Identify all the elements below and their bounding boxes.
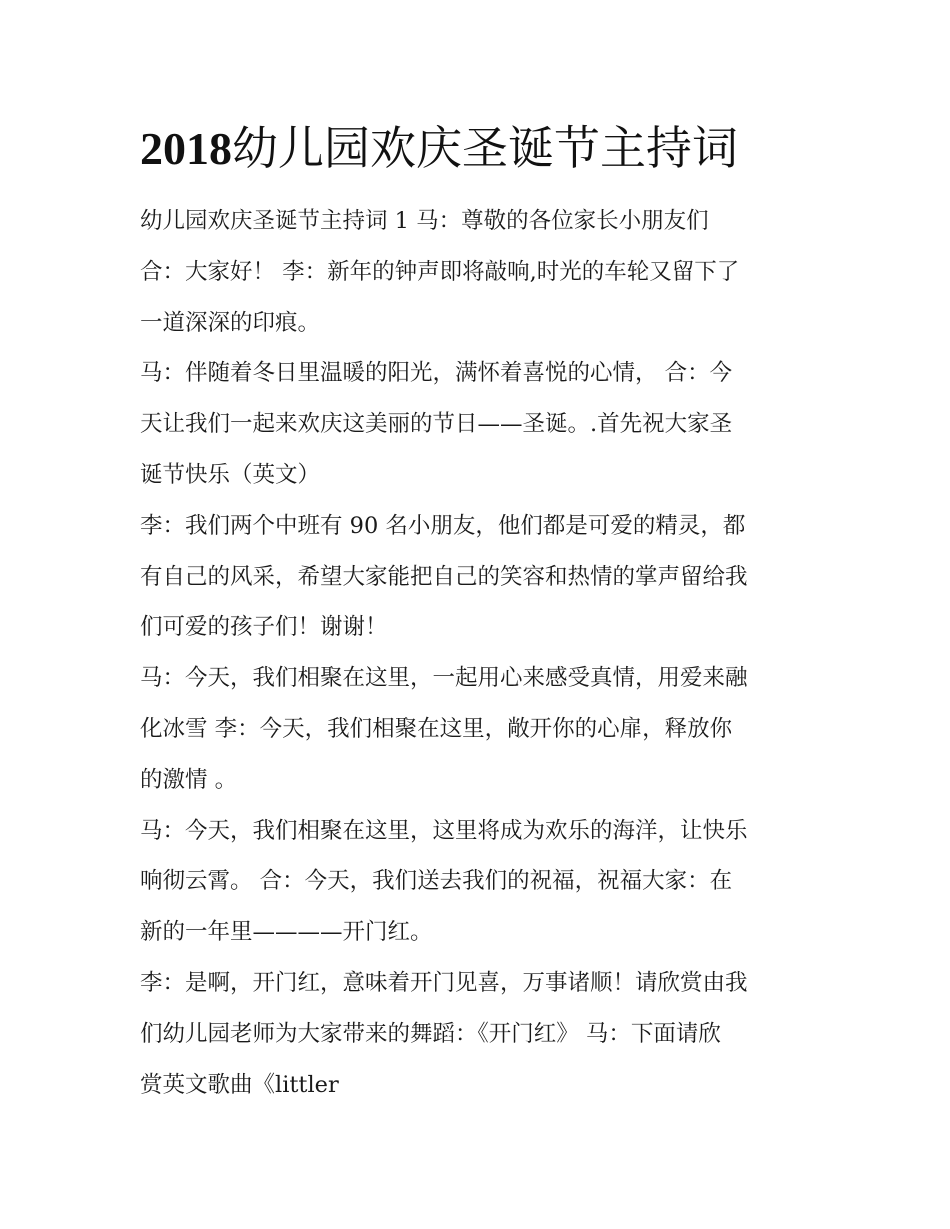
- text-line: 幼儿园欢庆圣诞节主持词 1 马：尊敬的各位家长小朋友们: [140, 208, 709, 234]
- text-line: 新的一年里————开门红。: [140, 919, 433, 946]
- text-line: 们幼儿园老师为大家带来的舞蹈：《开门红》 马：下面请欣: [140, 1020, 721, 1047]
- document-title: [140, 116, 840, 181]
- title-text: 幼儿园欢庆圣诞节主持词: [232, 121, 738, 175]
- text-line: 诞节快乐（英文）: [140, 461, 321, 488]
- text-line: 马：今天，我们相聚在这里，一起用心来感受真情，用爱来融: [140, 665, 748, 692]
- text-line: 一道深深的印痕。: [140, 309, 321, 336]
- title-year: 2018: [140, 123, 232, 174]
- text-line: 李：是啊，开门红，意味着开门见喜，万事诸顺！请欣赏由我: [140, 969, 748, 996]
- text-line: 马：今天，我们相聚在这里，这里将成为欢乐的海洋，让快乐: [140, 817, 748, 844]
- text-line: 李：我们两个中班有 90 名小朋友，他们都是可爱的精灵，都: [140, 512, 746, 539]
- text-line: 天让我们一起来欢庆这美丽的节日——圣诞。.首先祝大家圣: [140, 411, 733, 438]
- text-line: 合：大家好！ 李：新年的钟声即将敲响,时光的车轮又留下了: [140, 258, 740, 285]
- text-line: 赏英文歌曲《littler: [140, 1071, 339, 1098]
- document-body: [140, 196, 830, 1110]
- text-line: 马：伴随着冬日里温暖的阳光，满怀着喜悦的心情， 合：今: [140, 360, 733, 387]
- text-line: 有自己的风采，希望大家能把自己的笑容和热情的掌声留给我: [140, 563, 748, 590]
- text-line: 的激情 。: [140, 766, 238, 793]
- text-line: 化冰雪 李：今天，我们相聚在这里，敞开你的心扉，释放你: [140, 715, 733, 742]
- text-line: 响彻云霄。 合：今天，我们送去我们的祝福，祝福大家：在: [140, 868, 733, 895]
- text-line: 们可爱的孩子们！谢谢！: [140, 614, 388, 641]
